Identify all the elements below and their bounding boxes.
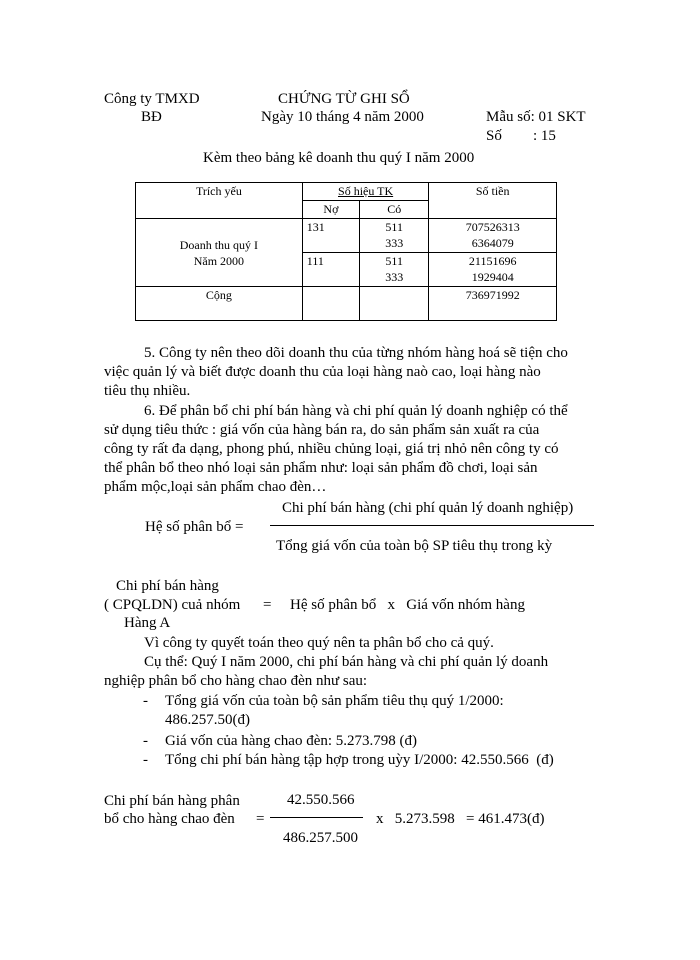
calc-label-line1: Chi phí bán hàng phân — [104, 793, 240, 809]
total-credit-empty — [360, 287, 429, 321]
row-description — [136, 219, 303, 287]
p5-line1: 5. Công ty nên theo dõi doanh thu của từng nhóm hàng hoá sẽ tiện cho — [144, 345, 568, 361]
row1-amount1: 707526313 — [465, 220, 520, 234]
total-label: Cộng — [136, 287, 303, 321]
bullet-mark-3: - — [143, 752, 148, 768]
total-value: 736971992 — [429, 287, 557, 321]
row2-amount2: 1929404 — [471, 270, 514, 284]
formula-equals: = — [263, 597, 272, 613]
bullet-2-line1: Giá vốn của hàng chao đèn: 5.273.798 (đ) — [165, 733, 418, 749]
coefficient-label: Hệ số phân bổ = — [145, 519, 244, 535]
row1-credit2: 333 — [385, 236, 404, 250]
p5-line3: tiêu thụ nhiều. — [104, 383, 191, 399]
row2-amount — [429, 253, 557, 287]
row1-amount — [429, 219, 557, 253]
calc-result: x 5.273.598 = 461.473(đ) — [376, 811, 545, 827]
p6-line4: thể phân bổ theo nhó loại sản phẩm như: loại sản phẩm đồ chơi, loại sản — [104, 460, 538, 476]
form-number: Mẫu số: 01 SKT — [486, 109, 586, 125]
document-title: CHỨNG TỪ GHI SỔ — [278, 91, 410, 107]
company-name: Công ty TMXD — [104, 91, 200, 107]
row1-debit: 131 — [302, 219, 359, 253]
company-abbrev: BĐ — [141, 109, 162, 125]
bullet-1-line2: 486.257.50(đ) — [165, 712, 250, 728]
coefficient-denominator: Tổng giá vốn của toàn bộ SP tiêu thụ trong kỳ — [276, 538, 553, 554]
header-debit: Nợ — [302, 201, 359, 219]
row1-amount2: 6364079 — [471, 236, 514, 250]
formula-line1: Chi phí bán hàng — [116, 578, 219, 594]
row-description-line2: Năm 2000 — [193, 253, 245, 268]
bullet-3-line1: Tổng chi phí bán hàng tập hợp trong uỳy I/2000: 42.550.566 (đ) — [165, 752, 554, 768]
header-amount: Số tiền — [429, 183, 557, 219]
coefficient-numerator: Chi phí bán hàng (chi phí quản lý doanh nghiệp) — [282, 500, 574, 516]
header-account-label: Số hiệu TK — [338, 184, 394, 198]
bullet-mark-1: - — [143, 693, 148, 709]
pq-line2: Cụ thể: Quý I năm 2000, chi phí bán hàng và chi phí quản lý doanh — [144, 654, 549, 670]
row2-credit1: 511 — [385, 254, 403, 268]
formula-line2: ( CPQLDN) cuả nhóm — [104, 597, 241, 613]
calc-label-line2: bổ cho hàng chao đèn — [104, 811, 235, 827]
paragraph-5 — [104, 344, 568, 401]
p6-line5: phẩm mộc,loại sản phẩm chao đèn… — [104, 479, 327, 495]
header-credit: Có — [360, 201, 429, 219]
number-value: : 15 — [533, 128, 556, 144]
calc-numerator: 42.550.566 — [287, 792, 355, 808]
row2-amount1: 21151696 — [468, 254, 517, 268]
pq-line1: Vì công ty quyết toán theo quý nên ta phân bổ cho cả quý. — [144, 635, 494, 651]
p6-line2: sử dụng tiêu thức : giá vốn của hàng bán ra, do sản phẩm sản xuất ra của — [104, 422, 540, 438]
paragraph-quarterly — [104, 634, 548, 691]
paragraph-6 — [104, 402, 568, 497]
row2-credit — [360, 253, 429, 287]
number-label: Số — [486, 128, 502, 144]
total-debit-empty — [302, 287, 359, 321]
row2-credit2: 333 — [385, 270, 404, 284]
row2-debit: 111 — [302, 253, 359, 287]
calc-equals: = — [256, 811, 265, 827]
attached-note: Kèm theo bảng kê doanh thu quý I năm 2000 — [203, 150, 475, 166]
pq-line3: nghiệp phân bổ cho hàng chao đèn như sau: — [104, 673, 368, 689]
voucher-table — [135, 182, 557, 321]
row1-credit1: 511 — [385, 220, 403, 234]
bullet-1-line1: Tổng giá vốn của toàn bộ sản phẩm tiêu thụ quý 1/2000: — [165, 693, 504, 709]
p6-line1: 6. Để phân bổ chi phí bán hàng và chi phí quản lý doanh nghiệp có thể — [144, 403, 568, 419]
header-description: Trích yếu — [136, 183, 303, 219]
formula-line3: Hàng A — [124, 615, 171, 631]
bullet-mark-2: - — [143, 733, 148, 749]
coefficient-fraction-bar — [270, 525, 594, 526]
calc-fraction-bar — [270, 817, 363, 818]
formula-rhs: Hệ số phân bổ x Giá vốn nhóm hàng — [290, 597, 525, 613]
row1-credit — [360, 219, 429, 253]
row-description-line1: Doanh thu quý I — [179, 237, 259, 252]
header-account — [302, 183, 429, 201]
document-date: Ngày 10 tháng 4 năm 2000 — [261, 109, 424, 125]
p5-line2: việc quản lý và biết được doanh thu của loại hàng naò cao, loại hàng nào — [104, 364, 541, 380]
calc-denominator: 486.257.500 — [283, 830, 358, 846]
p6-line3: công ty rất đa dạng, phong phú, nhiều chủng loại, giá trị nhỏ nên công ty có — [104, 441, 559, 457]
